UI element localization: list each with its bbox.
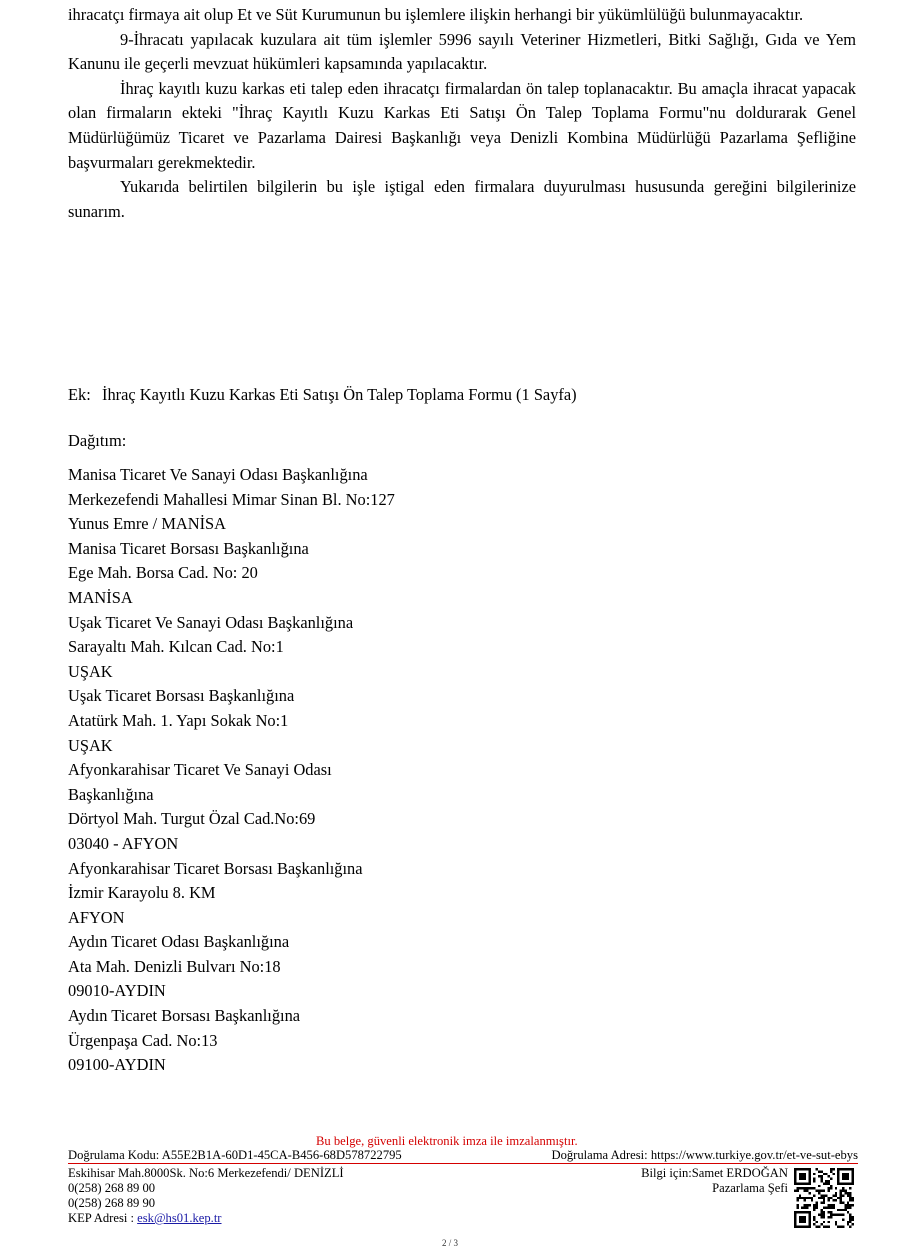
qr-module xyxy=(813,1206,815,1208)
qr-module xyxy=(849,1226,851,1228)
qr-module xyxy=(794,1190,796,1192)
qr-module xyxy=(835,1223,837,1225)
qr-module xyxy=(832,1199,834,1201)
distribution-line: Ürgenpaşa Cad. No:13 xyxy=(68,1030,218,1050)
qr-module xyxy=(804,1187,806,1189)
signer-block xyxy=(641,1166,788,1196)
qr-module xyxy=(842,1187,844,1189)
qr-module xyxy=(828,1175,830,1177)
qr-module xyxy=(832,1194,834,1196)
qr-module xyxy=(825,1180,827,1182)
qr-module xyxy=(844,1204,846,1206)
qr-module xyxy=(835,1199,837,1201)
letter-paragraph: Yukarıda belirtilen bilgilerin bu işle iştigal eden firmalara duyurulması hususunda gereğini bilgilerinize sunarım. xyxy=(68,177,856,221)
qr-module xyxy=(840,1226,842,1228)
qr-module xyxy=(842,1190,844,1192)
qr-module xyxy=(818,1185,820,1187)
contact-kep xyxy=(68,1211,344,1226)
distribution-line: Afyonkarahisar Ticaret Ve Sanayi Odası xyxy=(68,760,332,780)
kep-label: KEP Adresi : xyxy=(68,1211,134,1225)
qr-module xyxy=(847,1202,849,1204)
letter-paragraph: 9-İhracatı yapılacak kuzulara ait tüm işlemler 5996 sayılı Veteriner Hizmetleri, Bitki Sağlığı, Gıda ve Yem Kanunu ile geçerli mevzuat hükümleri kapsamında yapılacaktır. xyxy=(68,29,856,74)
attachment-text: İhraç Kayıtlı Kuzu Karkas Eti Satışı Ön Talep Toplama Formu (1 Sayfa) xyxy=(102,385,577,404)
qr-module xyxy=(808,1187,810,1189)
qr-module xyxy=(852,1199,854,1201)
qr-module xyxy=(837,1197,839,1199)
qr-module xyxy=(828,1226,830,1228)
qr-module xyxy=(806,1197,808,1199)
e-signature-notice: Bu belge, güvenli elektronik imza ile imzalanmıştır. xyxy=(316,1134,578,1148)
qr-module xyxy=(832,1204,834,1206)
qr-module xyxy=(849,1199,851,1201)
qr-module xyxy=(816,1190,818,1192)
page-number: 2 / 3 xyxy=(441,1238,458,1248)
qr-module xyxy=(804,1204,806,1206)
qr-module xyxy=(830,1197,832,1199)
qr-module xyxy=(847,1223,849,1225)
qr-module xyxy=(828,1180,830,1182)
qr-module xyxy=(840,1197,842,1199)
qr-module xyxy=(842,1214,844,1216)
qr-module xyxy=(849,1221,851,1223)
qr-module xyxy=(830,1170,832,1172)
distribution-line: AFYON xyxy=(68,907,125,927)
qr-module xyxy=(823,1199,825,1201)
qr-module xyxy=(852,1218,854,1220)
qr-module xyxy=(852,1223,854,1225)
attachment-line xyxy=(68,383,577,407)
qr-module xyxy=(842,1226,844,1228)
qr-module xyxy=(811,1187,813,1189)
qr-module xyxy=(828,1187,830,1189)
qr-module xyxy=(823,1216,825,1218)
qr-module xyxy=(842,1218,844,1220)
qr-code xyxy=(794,1168,854,1228)
qr-module xyxy=(844,1209,846,1211)
qr-module xyxy=(823,1226,825,1228)
qr-module xyxy=(816,1168,818,1170)
qr-module xyxy=(830,1216,832,1218)
qr-module xyxy=(847,1204,849,1206)
qr-module xyxy=(835,1192,837,1194)
qr-module xyxy=(799,1173,806,1180)
qr-module xyxy=(849,1204,851,1206)
footer-divider xyxy=(68,1163,858,1164)
qr-module xyxy=(830,1206,832,1208)
qr-module xyxy=(828,1211,830,1213)
qr-module xyxy=(813,1178,815,1180)
qr-module xyxy=(840,1202,842,1204)
qr-module xyxy=(830,1187,832,1189)
qr-module xyxy=(816,1204,818,1206)
qr-module xyxy=(820,1214,822,1216)
qr-module xyxy=(835,1221,837,1223)
qr-module xyxy=(816,1202,818,1204)
qr-module xyxy=(796,1187,798,1189)
qr-module xyxy=(813,1216,815,1218)
qr-module xyxy=(804,1199,806,1201)
qr-module xyxy=(820,1211,822,1213)
distribution-line: 09100-AYDIN xyxy=(68,1055,166,1075)
qr-module xyxy=(849,1216,851,1218)
qr-module xyxy=(844,1206,846,1208)
qr-module xyxy=(842,1194,844,1196)
qr-module xyxy=(835,1194,837,1196)
distribution-line: 03040 - AFYON xyxy=(68,833,179,853)
qr-module xyxy=(806,1187,808,1189)
distribution-line: İzmir Karayolu 8. KM xyxy=(68,883,216,903)
qr-module xyxy=(818,1190,820,1192)
qr-module xyxy=(852,1216,854,1218)
qr-module xyxy=(823,1206,825,1208)
qr-module xyxy=(837,1209,839,1211)
verification-address: Doğrulama Adresi: https://www.turkiye.gov.tr/et-ve-sut-ebys xyxy=(551,1148,858,1162)
qr-module xyxy=(823,1202,825,1204)
qr-module xyxy=(849,1194,851,1196)
qr-module xyxy=(828,1221,830,1223)
qr-module xyxy=(830,1211,832,1213)
qr-module xyxy=(820,1175,822,1177)
qr-module xyxy=(820,1180,822,1182)
qr-module xyxy=(828,1182,830,1184)
qr-module xyxy=(813,1204,815,1206)
qr-module xyxy=(818,1192,820,1194)
qr-module xyxy=(813,1173,815,1175)
qr-module xyxy=(804,1197,806,1199)
qr-module xyxy=(832,1214,834,1216)
qr-module xyxy=(847,1206,849,1208)
qr-module xyxy=(830,1168,832,1170)
qr-module xyxy=(820,1202,822,1204)
contact-fax: 0(258) 268 89 90 xyxy=(68,1196,156,1210)
qr-module xyxy=(813,1209,815,1211)
qr-module xyxy=(825,1194,827,1196)
distribution-line: Ege Mah. Borsa Cad. No: 20 xyxy=(68,563,258,583)
qr-module xyxy=(796,1206,798,1208)
distribution-line: Manisa Ticaret Ve Sanayi Odası Başkanlığına xyxy=(68,465,368,484)
qr-module xyxy=(823,1197,825,1199)
qr-module xyxy=(823,1194,825,1196)
letter-body xyxy=(68,3,856,224)
qr-module xyxy=(828,1206,830,1208)
qr-module xyxy=(813,1218,815,1220)
qr-module xyxy=(796,1190,798,1192)
qr-module xyxy=(820,1190,822,1192)
qr-module xyxy=(849,1187,851,1189)
info-title: Pazarlama Şefi xyxy=(712,1181,788,1195)
distribution-line: Ata Mah. Denizli Bulvarı No:18 xyxy=(68,956,281,976)
qr-module xyxy=(842,1202,844,1204)
distribution-line: Uşak Ticaret Ve Sanayi Odası Başkanlığına xyxy=(68,612,354,632)
qr-module xyxy=(806,1190,808,1192)
distribution-line: 09010-AYDIN xyxy=(68,981,166,1001)
qr-module xyxy=(849,1214,851,1216)
qr-module xyxy=(820,1194,822,1196)
qr-module xyxy=(799,1216,806,1223)
qr-module xyxy=(816,1206,818,1208)
qr-module xyxy=(820,1216,822,1218)
qr-module xyxy=(847,1192,849,1194)
qr-module xyxy=(830,1204,832,1206)
qr-module xyxy=(832,1168,834,1170)
distribution-line: Başkanlığına xyxy=(68,784,154,804)
qr-module xyxy=(840,1190,842,1192)
distribution-line: Afyonkarahisar Ticaret Borsası Başkanlığına xyxy=(68,858,363,878)
qr-module xyxy=(825,1173,827,1175)
qr-module xyxy=(837,1226,839,1228)
qr-module xyxy=(849,1197,851,1199)
qr-module xyxy=(844,1190,846,1192)
qr-module xyxy=(820,1223,822,1225)
qr-module xyxy=(828,1204,830,1206)
distribution-line: Aydın Ticaret Odası Başkanlığına xyxy=(68,932,290,952)
qr-module xyxy=(823,1221,825,1223)
qr-module xyxy=(825,1182,827,1184)
qr-module xyxy=(806,1206,808,1208)
qr-module xyxy=(818,1214,820,1216)
qr-module xyxy=(799,1197,801,1199)
contact-phone: 0(258) 268 89 00 xyxy=(68,1181,156,1195)
qr-module xyxy=(820,1170,822,1172)
distribution-title: Dağıtım: xyxy=(68,431,127,450)
qr-module xyxy=(849,1218,851,1220)
qr-module xyxy=(808,1197,810,1199)
info-contact: Bilgi için:Samet ERDOĞAN xyxy=(641,1166,788,1180)
distribution-line: Manisa Ticaret Borsası Başkanlığına xyxy=(68,538,309,558)
distribution-list xyxy=(68,463,395,1078)
qr-module xyxy=(825,1206,827,1208)
qr-module xyxy=(823,1182,825,1184)
attachment-label: Ek: xyxy=(68,385,91,404)
distribution-line: UŞAK xyxy=(68,661,113,681)
qr-module xyxy=(813,1187,815,1189)
qr-module xyxy=(811,1197,813,1199)
qr-module xyxy=(840,1199,842,1201)
qr-module xyxy=(844,1192,846,1194)
qr-module xyxy=(820,1209,822,1211)
kep-link[interactable]: esk@hs01.kep.tr xyxy=(137,1211,222,1225)
qr-module xyxy=(801,1187,803,1189)
qr-module xyxy=(818,1170,820,1172)
distribution-line: Sarayaltı Mah. Kılcan Cad. No:1 xyxy=(68,637,284,657)
qr-module xyxy=(823,1190,825,1192)
distribution-line: Yunus Emre / MANİSA xyxy=(68,514,226,534)
qr-module xyxy=(823,1211,825,1213)
contact-block xyxy=(68,1166,344,1226)
qr-module xyxy=(852,1204,854,1206)
qr-module xyxy=(811,1199,813,1201)
qr-module xyxy=(813,1223,815,1225)
letter-paragraph: ihracatçı firmaya ait olup Et ve Süt Kurumunun bu işlemlere ilişkin herhangi bir yükümlülüğü bulunmayacaktır. xyxy=(68,5,804,24)
qr-module xyxy=(823,1173,825,1175)
qr-module xyxy=(840,1192,842,1194)
qr-module xyxy=(806,1204,808,1206)
qr-module xyxy=(796,1197,798,1199)
qr-module xyxy=(832,1206,834,1208)
qr-module xyxy=(840,1209,842,1211)
qr-module xyxy=(823,1214,825,1216)
distribution-line: MANİSA xyxy=(68,587,133,607)
qr-module xyxy=(842,1209,844,1211)
qr-module xyxy=(818,1175,820,1177)
qr-module xyxy=(801,1206,803,1208)
qr-module xyxy=(835,1187,837,1189)
qr-module xyxy=(818,1226,820,1228)
qr-module xyxy=(813,1194,815,1196)
qr-module xyxy=(842,1173,849,1180)
verification-code: Doğrulama Kodu: A55E2B1A-60D1-45CA-B456-68D578722795 xyxy=(68,1148,402,1162)
contact-address: Eskihisar Mah.8000Sk. No:6 Merkezefendi/ DENİZLİ xyxy=(68,1166,344,1180)
qr-module xyxy=(849,1206,851,1208)
distribution-line: Atatürk Mah. 1. Yapı Sokak No:1 xyxy=(68,710,289,730)
qr-module xyxy=(828,1190,830,1192)
qr-module xyxy=(796,1204,798,1206)
qr-module xyxy=(847,1211,849,1213)
distribution-line: Merkezefendi Mahallesi Mimar Sinan Bl. No:127 xyxy=(68,489,395,509)
qr-module xyxy=(828,1199,830,1201)
qr-module xyxy=(840,1194,842,1196)
qr-module xyxy=(830,1214,832,1216)
distribution-line: Uşak Ticaret Borsası Başkanlığına xyxy=(68,686,295,706)
qr-module xyxy=(820,1197,822,1199)
qr-module xyxy=(847,1194,849,1196)
qr-module xyxy=(835,1214,837,1216)
qr-module xyxy=(801,1197,803,1199)
distribution-line: Dörtyol Mah. Turgut Özal Cad.No:69 xyxy=(68,809,316,829)
qr-module xyxy=(804,1206,806,1208)
qr-module xyxy=(837,1214,839,1216)
qr-module xyxy=(804,1190,806,1192)
qr-module xyxy=(818,1197,820,1199)
qr-module xyxy=(852,1197,854,1199)
distribution-line: Aydın Ticaret Borsası Başkanlığına xyxy=(68,1006,301,1026)
distribution-line: UŞAK xyxy=(68,735,113,755)
qr-module xyxy=(825,1226,827,1228)
qr-module xyxy=(832,1173,834,1175)
qr-module xyxy=(830,1185,832,1187)
qr-module xyxy=(816,1226,818,1228)
qr-module xyxy=(799,1187,801,1189)
qr-module xyxy=(820,1178,822,1180)
qr-module xyxy=(813,1180,815,1182)
qr-module xyxy=(828,1197,830,1199)
qr-module xyxy=(816,1221,818,1223)
qr-module xyxy=(799,1194,801,1196)
letter-paragraph: İhraç kayıtlı kuzu karkas eti talep eden ihracatçı firmalardan ön talep toplanacaktır. Bu amaçla ihracat yapacak olan firmaların ekteki "İhraç Kayıtlı Kuzu Karkas Eti Satışı Ön Talep Toplama Formu"nu doldurarak Genel Müdürlüğümüz Ticaret ve Pazarlama Dairesi Başkanlığı veya Denizli Kombina Müdürlüğü Pazarlama Şefliğine başvurmaları gerekmektedir. xyxy=(68,78,856,172)
qr-module xyxy=(796,1199,798,1201)
qr-module xyxy=(840,1214,842,1216)
qr-module xyxy=(849,1192,851,1194)
qr-module xyxy=(847,1221,849,1223)
qr-module xyxy=(808,1204,810,1206)
qr-module xyxy=(808,1192,810,1194)
qr-module xyxy=(830,1178,832,1180)
qr-module xyxy=(828,1216,830,1218)
